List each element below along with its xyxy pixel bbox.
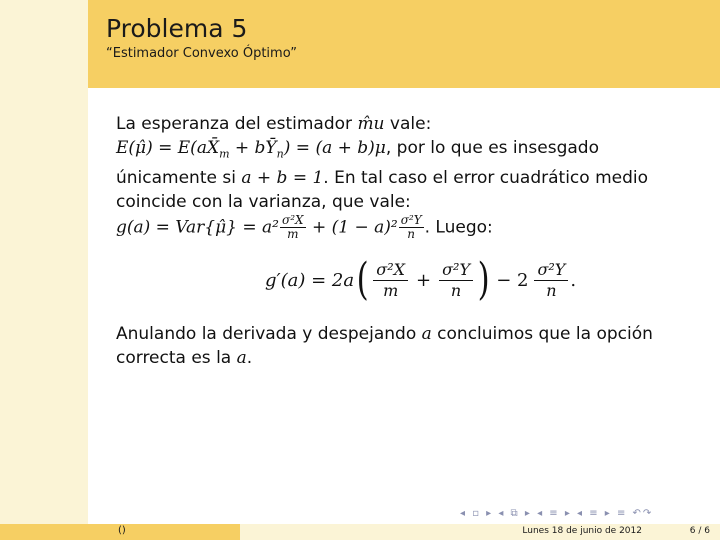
slide-body [116,112,676,241]
display-equation: g′(a) = 2a ( $\frac{\text{σ²X}}{m}$ + $\frac{\text{σ²Y}}{n}$ ) − 2 $\frac{\text{σ²Y}}{n}$ . [265,254,577,305]
right-paren: ) [477,254,490,305]
footer-right-band [240,524,720,540]
display-fraction-2: $\frac{\text{σ²Y}}{n}$ [439,260,473,301]
slide-title: Problema 5 [106,14,248,43]
conclusion-line-1: Anulando la derivada y despejando a concluimos que la opción [116,324,653,344]
fraction-sigma-y-over-n: $\frac{\text{σ²Y}}{n}$ [400,213,422,242]
slide-subtitle: “Estimador Convexo Óptimo” [106,46,297,61]
footer-author: () [118,525,126,536]
conclusion-text [116,322,676,370]
fraction-sigma-x-over-m: $\frac{\text{σ²X}}{m}$ [282,213,304,242]
body-line-5: g(a) = Var{μ̂} = a² $\frac{\text{σ²X}}{m}$ + (1 − a)² $\frac{\text{σ²Y}}{n}$ . Luego: [116,213,493,242]
conclusion-line-2: correcta es la a. [116,348,253,368]
beamer-navigation-icons[interactable]: ◂ ▫ ▸ ◂ ⧉ ▸ ◂ ≡ ▸ ◂ ≡ ▸ ≡ ↶↷ [460,508,654,519]
footer-date: Lunes 18 de junio de 2012 [522,526,642,536]
body-line-1: La esperanza del estimador m̂u vale: [116,114,432,134]
left-band [0,0,88,540]
footer-bar [0,524,720,540]
display-fraction-3: $\frac{\text{σ²Y}}{n}$ [534,260,568,301]
left-paren: ( [356,254,369,305]
display-fraction-1: $\frac{\text{σ²X}}{m}$ [373,260,408,301]
body-line-2: E(μ̂) = $E(aX̄_m$ + $bȲ_n) = (a + b)\mu$, por lo que es insesgado [116,138,599,161]
body-line-4: coincide con la varianza, que vale: [116,192,411,213]
footer-page-number: 6 / 6 [689,526,710,536]
body-line-3: únicamente si a + b = 1. En tal caso el error cuadrático medio [116,168,648,189]
